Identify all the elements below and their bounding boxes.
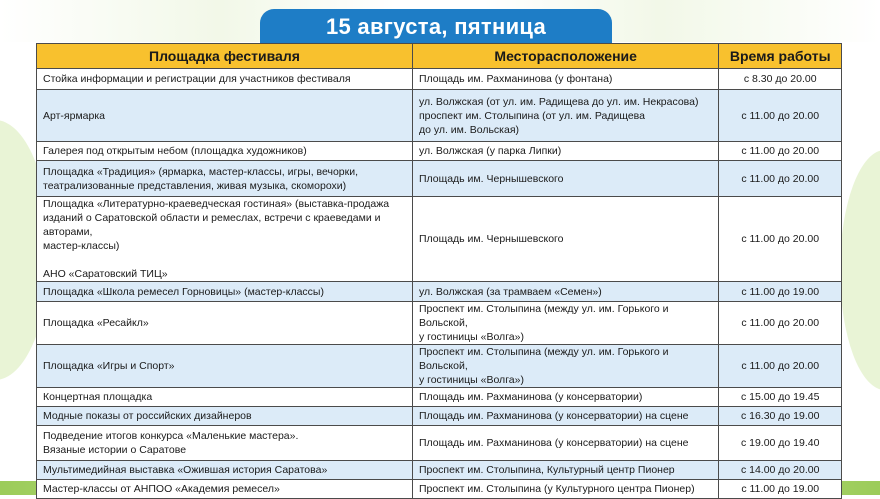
location-cell: Площадь им. Чернышевского (412, 161, 718, 197)
header-venue: Площадка фестиваля (37, 44, 413, 69)
time-cell: с 14.00 до 20.00 (719, 461, 842, 480)
location-cell: ул. Волжская (у парка Липки) (412, 142, 718, 161)
table-row (37, 161, 842, 197)
venue-cell: Площадка «Ресайкл» (37, 302, 413, 345)
location-cell: Площадь им. Чернышевского (412, 197, 718, 282)
table-header-row (37, 44, 842, 69)
venue-cell: Мультимедийная выставка «Ожившая история Саратова» (37, 461, 413, 480)
location-cell: Площадь им. Рахманинова (у фонтана) (412, 69, 718, 90)
location-cell: Проспект им. Столыпина (между ул. им. Горького и Вольской, у гостиницы «Волга») (412, 302, 718, 345)
venue-cell: Площадка «Школа ремесел Горновицы» (мастер-классы) (37, 282, 413, 302)
location-cell: Площадь им. Рахманинова (у консерватории) (412, 388, 718, 407)
location-cell: Площадь им. Рахманинова (у консерватории) на сцене (412, 407, 718, 426)
table-row (37, 461, 842, 480)
location-cell: ул. Волжская (за трамваем «Семен») (412, 282, 718, 302)
venue-cell: Подведение итогов конкурса «Маленькие мастера». Вязаные истории о Саратове (37, 426, 413, 461)
table-row (37, 407, 842, 426)
location-cell: Площадь им. Рахманинова (у консерватории) на сцене (412, 426, 718, 461)
table-row (37, 302, 842, 345)
venue-cell: Галерея под открытым небом (площадка художников) (37, 142, 413, 161)
location-cell: Проспект им. Столыпина (между ул. им. Горького и Вольской, у гостиницы «Волга») (412, 345, 718, 388)
table-row (37, 69, 842, 90)
venue-cell: Площадка «Игры и Спорт» (37, 345, 413, 388)
table-row (37, 197, 842, 282)
time-cell: с 11.00 до 19.00 (719, 282, 842, 302)
table-row (37, 345, 842, 388)
header-location: Месторасположение (412, 44, 718, 69)
table-row (37, 90, 842, 142)
background-decoration-right (840, 150, 880, 390)
table-row (37, 480, 842, 499)
venue-cell: Арт-ярмарка (37, 90, 413, 142)
table-row (37, 388, 842, 407)
table-row (37, 282, 842, 302)
time-cell: с 11.00 до 19.00 (719, 480, 842, 499)
time-cell: с 11.00 до 20.00 (719, 142, 842, 161)
time-cell: с 11.00 до 20.00 (719, 197, 842, 282)
schedule-table (36, 43, 842, 499)
time-cell: с 19.00 до 19.40 (719, 426, 842, 461)
venue-cell: Модные показы от российских дизайнеров (37, 407, 413, 426)
time-cell: с 11.00 до 20.00 (719, 90, 842, 142)
time-cell: с 11.00 до 20.00 (719, 161, 842, 197)
venue-cell: Площадка «Традиция» (ярмарка, мастер-классы, игры, вечорки, театрализованные представления, живая музыка, скоморохи) (37, 161, 413, 197)
page-title: 15 августа, пятница (260, 9, 612, 44)
table-row (37, 142, 842, 161)
time-cell: с 15.00 до 19.45 (719, 388, 842, 407)
location-cell: Проспект им. Столыпина (у Культурного центра Пионер) (412, 480, 718, 499)
time-cell: с 11.00 до 20.00 (719, 345, 842, 388)
location-cell: Проспект им. Столыпина, Культурный центр Пионер (412, 461, 718, 480)
venue-cell: Стойка информации и регистрации для участников фестиваля (37, 69, 413, 90)
time-cell: с 8.30 до 20.00 (719, 69, 842, 90)
header-time: Время работы (719, 44, 842, 69)
time-cell: с 16.30 до 19.00 (719, 407, 842, 426)
location-cell: ул. Волжская (от ул. им. Радищева до ул. им. Некрасова) проспект им. Столыпина (от ул. им. Радищева до ул. им. Вольская) (412, 90, 718, 142)
venue-cell: Мастер-классы от АНПОО «Академия ремесел» (37, 480, 413, 499)
table-row (37, 426, 842, 461)
time-cell: с 11.00 до 20.00 (719, 302, 842, 345)
venue-cell: Площадка «Литературно-краеведческая гостиная» (выставка-продажа изданий о Саратовской области и ремеслах, встречи с краеведами и авторами, мастер-классы) АНО «Саратовский ТИЦ» (37, 197, 413, 282)
venue-cell: Концертная площадка (37, 388, 413, 407)
